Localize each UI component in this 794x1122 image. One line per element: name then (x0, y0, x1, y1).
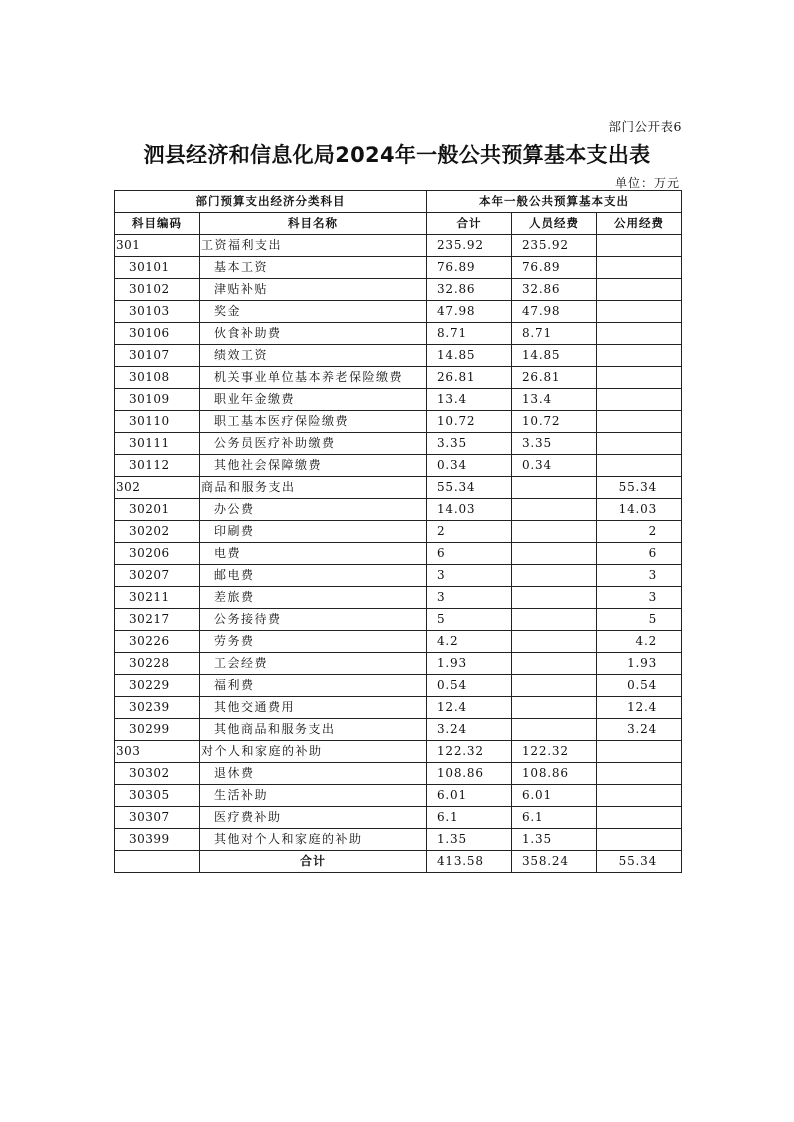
cell-name: 对个人和家庭的补助 (200, 741, 427, 763)
table-row (115, 565, 682, 587)
cell-total: 13.4 (427, 389, 512, 411)
cell-public (597, 763, 682, 785)
cell-name: 公务员医疗补助缴费 (200, 433, 427, 455)
cell-total: 3 (427, 565, 512, 587)
cell-personnel: 1.35 (512, 829, 597, 851)
total-label: 合计 (200, 851, 427, 873)
cell-personnel: 10.72 (512, 411, 597, 433)
budget-table (114, 190, 682, 873)
cell-total: 6.01 (427, 785, 512, 807)
cell-name: 办公费 (200, 499, 427, 521)
cell-code: 30207 (115, 565, 200, 587)
table-row (115, 477, 682, 499)
cell-public (597, 235, 682, 257)
cell-name: 差旅费 (200, 587, 427, 609)
cell-name: 福利费 (200, 675, 427, 697)
cell-personnel: 6.1 (512, 807, 597, 829)
cell-public (597, 807, 682, 829)
cell-total: 6 (427, 543, 512, 565)
table-row (115, 609, 682, 631)
cell-total: 5 (427, 609, 512, 631)
cell-name: 奖金 (200, 301, 427, 323)
cell-code: 30239 (115, 697, 200, 719)
table-row (115, 499, 682, 521)
cell-total: 6.1 (427, 807, 512, 829)
cell-total: 1.93 (427, 653, 512, 675)
cell-personnel: 13.4 (512, 389, 597, 411)
table-row (115, 587, 682, 609)
cell-code: 30108 (115, 367, 200, 389)
table-row (115, 763, 682, 785)
cell-code: 30226 (115, 631, 200, 653)
table-row (115, 719, 682, 741)
cell-public: 3 (597, 587, 682, 609)
cell-name: 邮电费 (200, 565, 427, 587)
cell-name: 公务接待费 (200, 609, 427, 631)
header-group-row (115, 191, 682, 213)
cell-public (597, 411, 682, 433)
cell-personnel: 235.92 (512, 235, 597, 257)
cell-public (597, 829, 682, 851)
cell-personnel: 6.01 (512, 785, 597, 807)
cell-public (597, 785, 682, 807)
cell-total: 0.54 (427, 675, 512, 697)
cell-name: 电费 (200, 543, 427, 565)
cell-total: 235.92 (427, 235, 512, 257)
cell-name: 印刷费 (200, 521, 427, 543)
header-total: 合计 (427, 213, 512, 235)
cell-personnel: 3.35 (512, 433, 597, 455)
cell-public: 1.93 (597, 653, 682, 675)
cell-personnel (512, 609, 597, 631)
table-row (115, 543, 682, 565)
cell-code: 30307 (115, 807, 200, 829)
total-row (115, 851, 682, 873)
table-row (115, 433, 682, 455)
table-row (115, 455, 682, 477)
cell-total: 55.34 (427, 477, 512, 499)
cell-personnel (512, 719, 597, 741)
cell-code: 30106 (115, 323, 200, 345)
cell-public (597, 741, 682, 763)
cell-public: 5 (597, 609, 682, 631)
header-public: 公用经费 (597, 213, 682, 235)
cell-total: 14.85 (427, 345, 512, 367)
cell-code: 30211 (115, 587, 200, 609)
cell-code: 30112 (115, 455, 200, 477)
cell-total: 76.89 (427, 257, 512, 279)
cell-code: 30217 (115, 609, 200, 631)
table-row (115, 235, 682, 257)
cell-public (597, 367, 682, 389)
table-row (115, 807, 682, 829)
cell-code: 30102 (115, 279, 200, 301)
table-row (115, 301, 682, 323)
cell-personnel (512, 631, 597, 653)
cell-name: 商品和服务支出 (200, 477, 427, 499)
total-blank-cell (115, 851, 200, 873)
cell-total: 3 (427, 587, 512, 609)
cell-name: 医疗费补助 (200, 807, 427, 829)
cell-total: 14.03 (427, 499, 512, 521)
cell-name: 劳务费 (200, 631, 427, 653)
table-row (115, 741, 682, 763)
cell-total: 1.35 (427, 829, 512, 851)
cell-code: 303 (115, 741, 200, 763)
cell-name: 其他对个人和家庭的补助 (200, 829, 427, 851)
cell-personnel: 32.86 (512, 279, 597, 301)
cell-public (597, 389, 682, 411)
cell-personnel (512, 697, 597, 719)
cell-name: 津贴补贴 (200, 279, 427, 301)
cell-public: 55.34 (597, 477, 682, 499)
cell-personnel: 0.34 (512, 455, 597, 477)
header-column-row (115, 213, 682, 235)
page-title: 泗县经济和信息化局2024年一般公共预算基本支出表 (143, 143, 651, 167)
cell-name: 退休费 (200, 763, 427, 785)
cell-personnel (512, 499, 597, 521)
table-row (115, 785, 682, 807)
cell-personnel (512, 565, 597, 587)
cell-total: 108.86 (427, 763, 512, 785)
cell-public: 0.54 (597, 675, 682, 697)
header-group-classification: 部门预算支出经济分类科目 (115, 191, 427, 213)
cell-code: 30103 (115, 301, 200, 323)
table-row (115, 257, 682, 279)
cell-total: 3.35 (427, 433, 512, 455)
cell-name: 其他交通费用 (200, 697, 427, 719)
cell-public (597, 345, 682, 367)
cell-code: 30399 (115, 829, 200, 851)
cell-public (597, 257, 682, 279)
cell-public: 3 (597, 565, 682, 587)
unit-label: 单位：万元 (614, 176, 680, 190)
cell-public: 3.24 (597, 719, 682, 741)
header-name: 科目名称 (200, 213, 427, 235)
table-row (115, 389, 682, 411)
cell-name: 工资福利支出 (200, 235, 427, 257)
cell-code: 30305 (115, 785, 200, 807)
total-personnel: 358.24 (512, 851, 597, 873)
cell-name: 职工基本医疗保险缴费 (200, 411, 427, 433)
cell-personnel: 108.86 (512, 763, 597, 785)
cell-personnel (512, 587, 597, 609)
cell-public (597, 455, 682, 477)
cell-public: 14.03 (597, 499, 682, 521)
cell-code: 302 (115, 477, 200, 499)
cell-total: 2 (427, 521, 512, 543)
table-row (115, 367, 682, 389)
header-group-expenditure: 本年一般公共预算基本支出 (427, 191, 682, 213)
table-row (115, 411, 682, 433)
cell-public: 12.4 (597, 697, 682, 719)
cell-personnel (512, 675, 597, 697)
cell-code: 30302 (115, 763, 200, 785)
cell-total: 10.72 (427, 411, 512, 433)
cell-name: 绩效工资 (200, 345, 427, 367)
cell-total: 26.81 (427, 367, 512, 389)
table-row (115, 323, 682, 345)
cell-total: 47.98 (427, 301, 512, 323)
cell-total: 12.4 (427, 697, 512, 719)
cell-code: 30201 (115, 499, 200, 521)
cell-name: 生活补助 (200, 785, 427, 807)
cell-total: 122.32 (427, 741, 512, 763)
form-number: 部门公开表6 (608, 119, 682, 134)
table-body (115, 235, 682, 851)
cell-public (597, 323, 682, 345)
header-code: 科目编码 (115, 213, 200, 235)
cell-code: 301 (115, 235, 200, 257)
cell-name: 伙食补助费 (200, 323, 427, 345)
cell-code: 30206 (115, 543, 200, 565)
cell-code: 30229 (115, 675, 200, 697)
cell-name: 机关事业单位基本养老保险缴费 (200, 367, 427, 389)
table-row (115, 697, 682, 719)
cell-public (597, 279, 682, 301)
cell-total: 8.71 (427, 323, 512, 345)
table-row (115, 521, 682, 543)
cell-personnel (512, 521, 597, 543)
table-row (115, 829, 682, 851)
table-row (115, 345, 682, 367)
cell-personnel: 47.98 (512, 301, 597, 323)
cell-public (597, 301, 682, 323)
cell-code: 30299 (115, 719, 200, 741)
cell-code: 30101 (115, 257, 200, 279)
cell-name: 职业年金缴费 (200, 389, 427, 411)
cell-name: 工会经费 (200, 653, 427, 675)
cell-personnel: 76.89 (512, 257, 597, 279)
cell-personnel: 8.71 (512, 323, 597, 345)
cell-code: 30111 (115, 433, 200, 455)
cell-total: 3.24 (427, 719, 512, 741)
cell-code: 30202 (115, 521, 200, 543)
cell-personnel (512, 543, 597, 565)
cell-public: 6 (597, 543, 682, 565)
header-personnel: 人员经费 (512, 213, 597, 235)
cell-name: 基本工资 (200, 257, 427, 279)
cell-personnel (512, 477, 597, 499)
table-row (115, 653, 682, 675)
cell-personnel: 122.32 (512, 741, 597, 763)
cell-total: 4.2 (427, 631, 512, 653)
cell-total: 0.34 (427, 455, 512, 477)
cell-personnel: 14.85 (512, 345, 597, 367)
cell-code: 30109 (115, 389, 200, 411)
cell-code: 30107 (115, 345, 200, 367)
cell-name: 其他商品和服务支出 (200, 719, 427, 741)
cell-personnel: 26.81 (512, 367, 597, 389)
cell-code: 30228 (115, 653, 200, 675)
table-row (115, 631, 682, 653)
cell-public (597, 433, 682, 455)
cell-code: 30110 (115, 411, 200, 433)
cell-public: 2 (597, 521, 682, 543)
cell-public: 4.2 (597, 631, 682, 653)
cell-total: 32.86 (427, 279, 512, 301)
table-row (115, 675, 682, 697)
cell-personnel (512, 653, 597, 675)
total-amount: 413.58 (427, 851, 512, 873)
cell-name: 其他社会保障缴费 (200, 455, 427, 477)
table-row (115, 279, 682, 301)
total-public: 55.34 (597, 851, 682, 873)
